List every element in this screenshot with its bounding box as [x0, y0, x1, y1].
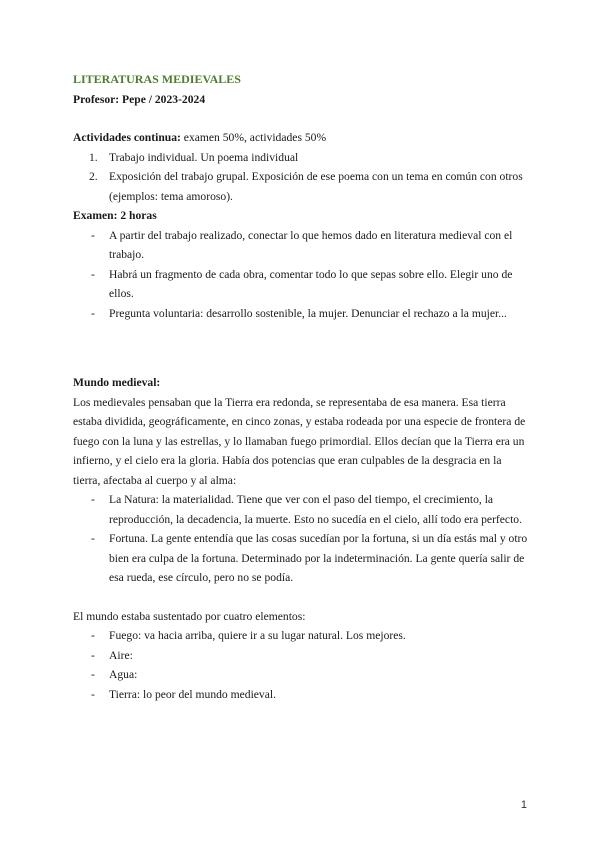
list-item-text: Pregunta voluntaria: desarrollo sostenible, la mujer. Denunciar el rechazo a la mujer... [109, 306, 507, 320]
actividades-list [73, 148, 528, 207]
list-item-text: Aire: [109, 648, 133, 662]
list-marker: - [91, 493, 95, 506]
list-marker: - [91, 687, 95, 701]
actividades-text: examen 50%, actividades 50% [180, 131, 327, 144]
examen-heading: Examen: 2 horas [73, 209, 157, 222]
list-item-text: Fortuna. La gente entendía que las cosas sucedían por la fortuna, si un día estás mal y otro bien era culpa de la fortuna. Determinado por la indeterminación. La gente quería salir de esa rueda, ese círculo, pero no se podía. [109, 532, 528, 584]
list-item-text: Habrá un fragmento de cada obra, comentar todo lo que sepas sobre ello. Elegir uno de ellos. [109, 267, 513, 300]
list-marker: 2. [89, 170, 98, 183]
page-number: 1 [520, 799, 527, 811]
spacer [73, 109, 528, 128]
list-item-text: Trabajo individual. Un poema individual [109, 150, 299, 164]
list-item [73, 665, 528, 685]
mundo-list [73, 490, 528, 588]
list-item-text: Tierra: lo peor del mundo medieval. [109, 687, 276, 701]
mundo-heading: Mundo medieval: [73, 376, 161, 389]
list-marker: - [91, 648, 95, 662]
list-item-text: Exposición del trabajo grupal. Exposición de ese poema con un tema en común con otros (ejemplos: tema amoroso). [109, 170, 523, 203]
document-title: LITERATURAS MEDIEVALES [73, 72, 241, 86]
list-item [73, 265, 528, 304]
actividades-line [73, 128, 528, 148]
elementos-list [73, 626, 528, 704]
list-item [73, 226, 528, 265]
list-marker: - [91, 267, 95, 281]
list-item-text: Fuego: va hacia arriba, quiere ir a su lugar natural. Los mejores. [109, 629, 406, 642]
list-marker: - [91, 532, 95, 545]
list-item [73, 148, 528, 168]
list-marker: - [91, 629, 95, 642]
list-marker: - [91, 228, 95, 242]
mundo-paragraph: Los medievales pensaban que la Tierra era redonda, se representaba de esa manera. Esa tierra estaba dividida, geográficamente, en cinco zonas, y estaba rodeada por una especie de frontera de fuego con la luna y las estrellas, y lo llamaban fuego primordial. Ellos decían que la Tierra era un infierno, y el cielo era la gloria. Había dos potencias que eran culpables de la desgracia en la tierra, afectaba al cuerpo y al alma: [73, 395, 526, 487]
list-item [73, 685, 528, 705]
spacer [73, 588, 528, 607]
list-marker: 1. [89, 150, 98, 164]
document-page [73, 70, 528, 704]
list-item [73, 490, 528, 529]
spacer [73, 323, 528, 373]
list-item-text: La Natura: la materialidad. Tiene que ver con el paso del tiempo, el crecimiento, la reproducción, la decadencia, la muerte. Esto no sucedía en el cielo, allí todo era perfecto. [109, 493, 522, 526]
list-item [73, 167, 528, 206]
list-marker: - [91, 668, 95, 681]
list-item [73, 529, 528, 588]
list-item [73, 626, 528, 646]
professor-line: Profesor: Pepe / 2023-2024 [73, 92, 206, 106]
list-item [73, 646, 528, 666]
actividades-label: Actividades continua: [73, 131, 181, 144]
elementos-intro: El mundo estaba sustentado por cuatro elementos: [73, 609, 306, 623]
examen-list [73, 226, 528, 324]
list-marker: - [91, 306, 95, 320]
list-item [73, 304, 528, 324]
list-item-text: Agua: [109, 668, 138, 681]
list-item-text: A partir del trabajo realizado, conectar lo que hemos dado en literatura medieval con el trabajo. [109, 228, 513, 261]
